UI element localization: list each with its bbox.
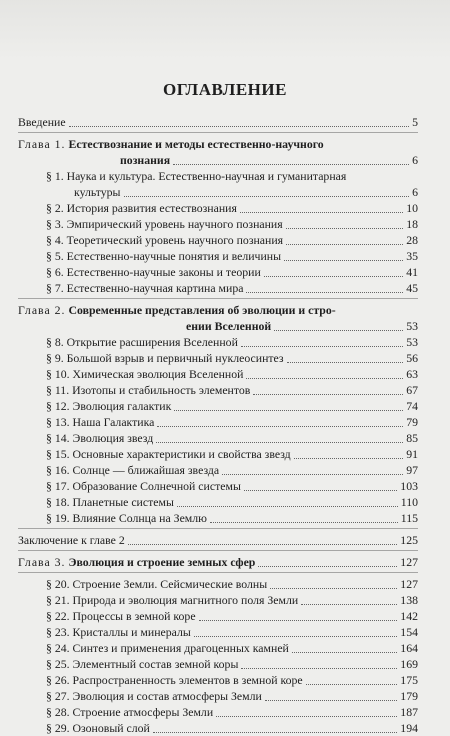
toc-entry-section <box>18 462 418 478</box>
toc-entry-section <box>18 478 418 494</box>
page-number: 91 <box>406 447 418 461</box>
entry-label: § 2. История развития естествознания <box>46 201 237 215</box>
toc-entry-intro <box>18 114 418 130</box>
dot-leader <box>153 732 397 733</box>
page-number: 138 <box>400 593 418 607</box>
entry-label: § 13. Наша Галактика <box>46 415 155 429</box>
entry-label-continuation: ении Вселенной <box>186 319 272 333</box>
toc-entry-section <box>18 494 418 510</box>
dot-leader <box>222 474 403 475</box>
chapter-title: Современные представления об эволюции и стро- <box>68 303 336 317</box>
dot-leader <box>246 378 403 379</box>
dot-leader <box>240 212 403 213</box>
toc-entry-section <box>18 576 418 592</box>
toc-entry-section <box>18 350 418 366</box>
page-number: 53 <box>406 319 418 333</box>
dot-leader <box>210 522 398 523</box>
dot-leader <box>241 346 403 347</box>
dot-leader <box>246 292 403 293</box>
toc-entry-section <box>18 592 418 608</box>
entry-label: § 12. Эволюция галактик <box>46 399 172 413</box>
dot-leader <box>306 684 397 685</box>
page-number: 164 <box>400 641 418 655</box>
dot-leader <box>264 276 403 277</box>
dot-leader <box>270 588 397 589</box>
page-number: 6 <box>412 153 418 167</box>
divider <box>18 298 418 299</box>
page-number: 18 <box>406 217 418 231</box>
entry-label: § 9. Большой взрыв и первичный нуклеосинтез <box>46 351 284 365</box>
entry-label-continuation: культуры <box>74 185 121 199</box>
page-number: 103 <box>400 479 418 493</box>
chapter-heading <box>18 554 255 570</box>
page-number: 142 <box>400 609 418 623</box>
page-number: 97 <box>406 463 418 477</box>
entry-label: § 24. Синтез и применения драгоценных камней <box>46 641 289 655</box>
entry-label: Введение <box>18 115 66 129</box>
page-number: 67 <box>406 383 418 397</box>
entry-label: § 17. Образование Солнечной системы <box>46 479 241 493</box>
toc-entry-section <box>18 280 418 296</box>
entry-label: § 23. Кристаллы и минералы <box>46 625 191 639</box>
entry-label: § 26. Распространенность элементов в земной коре <box>46 673 303 687</box>
page-number: 169 <box>400 657 418 671</box>
page-number: 45 <box>406 281 418 295</box>
toc-entry-section <box>18 704 418 720</box>
toc-entry-conclusion <box>18 532 418 548</box>
toc-entry-section <box>18 334 418 350</box>
chapter-title: Эволюция и строение земных сфер <box>68 555 256 569</box>
toc-entry-section <box>18 720 418 736</box>
dot-leader <box>241 668 397 669</box>
entry-label: § 4. Теоретический уровень научного познания <box>46 233 284 247</box>
toc-entry-section <box>18 366 418 382</box>
page-number: 127 <box>400 555 418 569</box>
entry-label: § 5. Естественно-научные понятия и величины <box>46 249 282 263</box>
dot-leader <box>265 700 397 701</box>
entry-label: § 29. Озоновый слой <box>46 721 150 735</box>
toc-entry-section <box>18 382 418 398</box>
dot-leader <box>274 330 403 331</box>
page-number: 41 <box>406 265 418 279</box>
entry-label: § 19. Влияние Солнца на Землю <box>46 511 207 525</box>
dot-leader <box>258 566 397 567</box>
entry-label: § 28. Строение атмосферы Земли <box>46 705 214 719</box>
bleed-through-area <box>0 0 450 60</box>
page-number: 125 <box>400 533 418 547</box>
divider <box>18 132 418 133</box>
entry-label: § 21. Природа и эволюция магнитного поля Земли <box>46 593 299 607</box>
page-title: ОГЛАВЛЕНИЕ <box>163 80 287 99</box>
entry-label: § 11. Изотопы и стабильность элементов <box>46 383 251 397</box>
page-number: 115 <box>400 511 418 525</box>
entry-label-continuation: познания <box>120 153 171 167</box>
entry-label: § 20. Строение Земли. Сейсмические волны <box>46 577 268 591</box>
toc-entry-section <box>18 248 418 264</box>
entry-label: § 10. Химическая эволюция Вселенной <box>46 367 244 381</box>
divider <box>18 528 418 529</box>
page-number: 127 <box>400 577 418 591</box>
page-number: 194 <box>400 721 418 735</box>
dot-leader <box>174 410 403 411</box>
chapter-number: Глава 2. <box>18 303 66 317</box>
entry-label: § 14. Эволюция звезд <box>46 431 154 445</box>
dot-leader <box>294 458 403 459</box>
toc-entry-section <box>18 640 418 656</box>
entry-label: Заключение к главе 2 <box>18 533 125 547</box>
toc-entry-section <box>18 414 418 430</box>
divider <box>18 572 418 573</box>
page-number: 175 <box>400 673 418 687</box>
page-number: 74 <box>406 399 418 413</box>
chapter-3-entry <box>18 554 418 570</box>
chapter-heading <box>18 302 336 318</box>
dot-leader <box>216 716 397 717</box>
dot-leader <box>253 394 403 395</box>
entry-label: § 18. Планетные системы <box>46 495 174 509</box>
page-number: 6 <box>412 185 418 199</box>
entry-label: § 16. Солнце — ближайшая звезда <box>46 463 220 477</box>
page-number: 5 <box>412 115 418 129</box>
page-number: 63 <box>406 367 418 381</box>
toc-entry-section <box>18 216 418 232</box>
entry-label: § 25. Элементный состав земной коры <box>46 657 239 671</box>
toc-entry-section <box>18 200 418 216</box>
toc-entry-section <box>18 264 418 280</box>
dot-leader <box>199 620 397 621</box>
dot-leader <box>173 164 409 165</box>
dot-leader <box>69 126 409 127</box>
toc-entry-section <box>18 656 418 672</box>
chapter-number: Глава 3. <box>18 555 66 569</box>
dot-leader <box>124 196 409 197</box>
page-number: 179 <box>400 689 418 703</box>
dot-leader <box>128 544 397 545</box>
toc-entry-section <box>18 430 418 446</box>
page-number: 79 <box>406 415 418 429</box>
dot-leader <box>286 244 403 245</box>
chapter-number: Глава 1. <box>18 137 66 151</box>
dot-leader <box>244 490 397 491</box>
chapter-title: Естествознание и методы естественно-научного <box>68 137 324 151</box>
page-number: 28 <box>406 233 418 247</box>
entry-label: § 22. Процессы в земной коре <box>46 609 196 623</box>
divider <box>18 550 418 551</box>
dot-leader <box>287 362 403 363</box>
entry-label: § 15. Основные характеристики и свойства звезд <box>46 447 291 461</box>
dot-leader <box>156 442 403 443</box>
toc-entry-section <box>18 510 418 526</box>
table-of-contents <box>18 114 418 736</box>
dot-leader <box>286 228 403 229</box>
dot-leader <box>292 652 397 653</box>
toc-entry-section <box>18 672 418 688</box>
page-number: 53 <box>406 335 418 349</box>
toc-entry-section <box>18 232 418 248</box>
toc-entry-section <box>18 608 418 624</box>
entry-label: § 6. Естественно-научные законы и теории <box>46 265 261 279</box>
chapter-1-entry <box>18 136 418 168</box>
dot-leader <box>194 636 397 637</box>
page-number: 10 <box>406 201 418 215</box>
chapter-heading <box>18 136 324 152</box>
toc-entry-section <box>18 688 418 704</box>
dot-leader <box>177 506 398 507</box>
dot-leader <box>284 260 403 261</box>
page-number: 56 <box>406 351 418 365</box>
toc-entry-section <box>18 168 418 200</box>
page-number: 187 <box>400 705 418 719</box>
toc-entry-section <box>18 624 418 640</box>
chapter-2-entry <box>18 302 418 334</box>
page-number: 85 <box>406 431 418 445</box>
entry-label: § 8. Открытие расширения Вселенной <box>46 335 238 349</box>
toc-entry-section <box>18 446 418 462</box>
toc-entry-section <box>18 398 418 414</box>
page-number: 35 <box>406 249 418 263</box>
entry-label: § 3. Эмпирический уровень научного познания <box>46 217 283 231</box>
entry-label: § 1. Наука и культура. Естественно-научная и гуманитарная <box>46 169 347 183</box>
dot-leader <box>301 604 397 605</box>
entry-label: § 27. Эволюция и состав атмосферы Земли <box>46 689 262 703</box>
entry-label: § 7. Естественно-научная картина мира <box>46 281 244 295</box>
page-number: 110 <box>400 495 418 509</box>
dot-leader <box>157 426 403 427</box>
page-number: 154 <box>400 625 418 639</box>
